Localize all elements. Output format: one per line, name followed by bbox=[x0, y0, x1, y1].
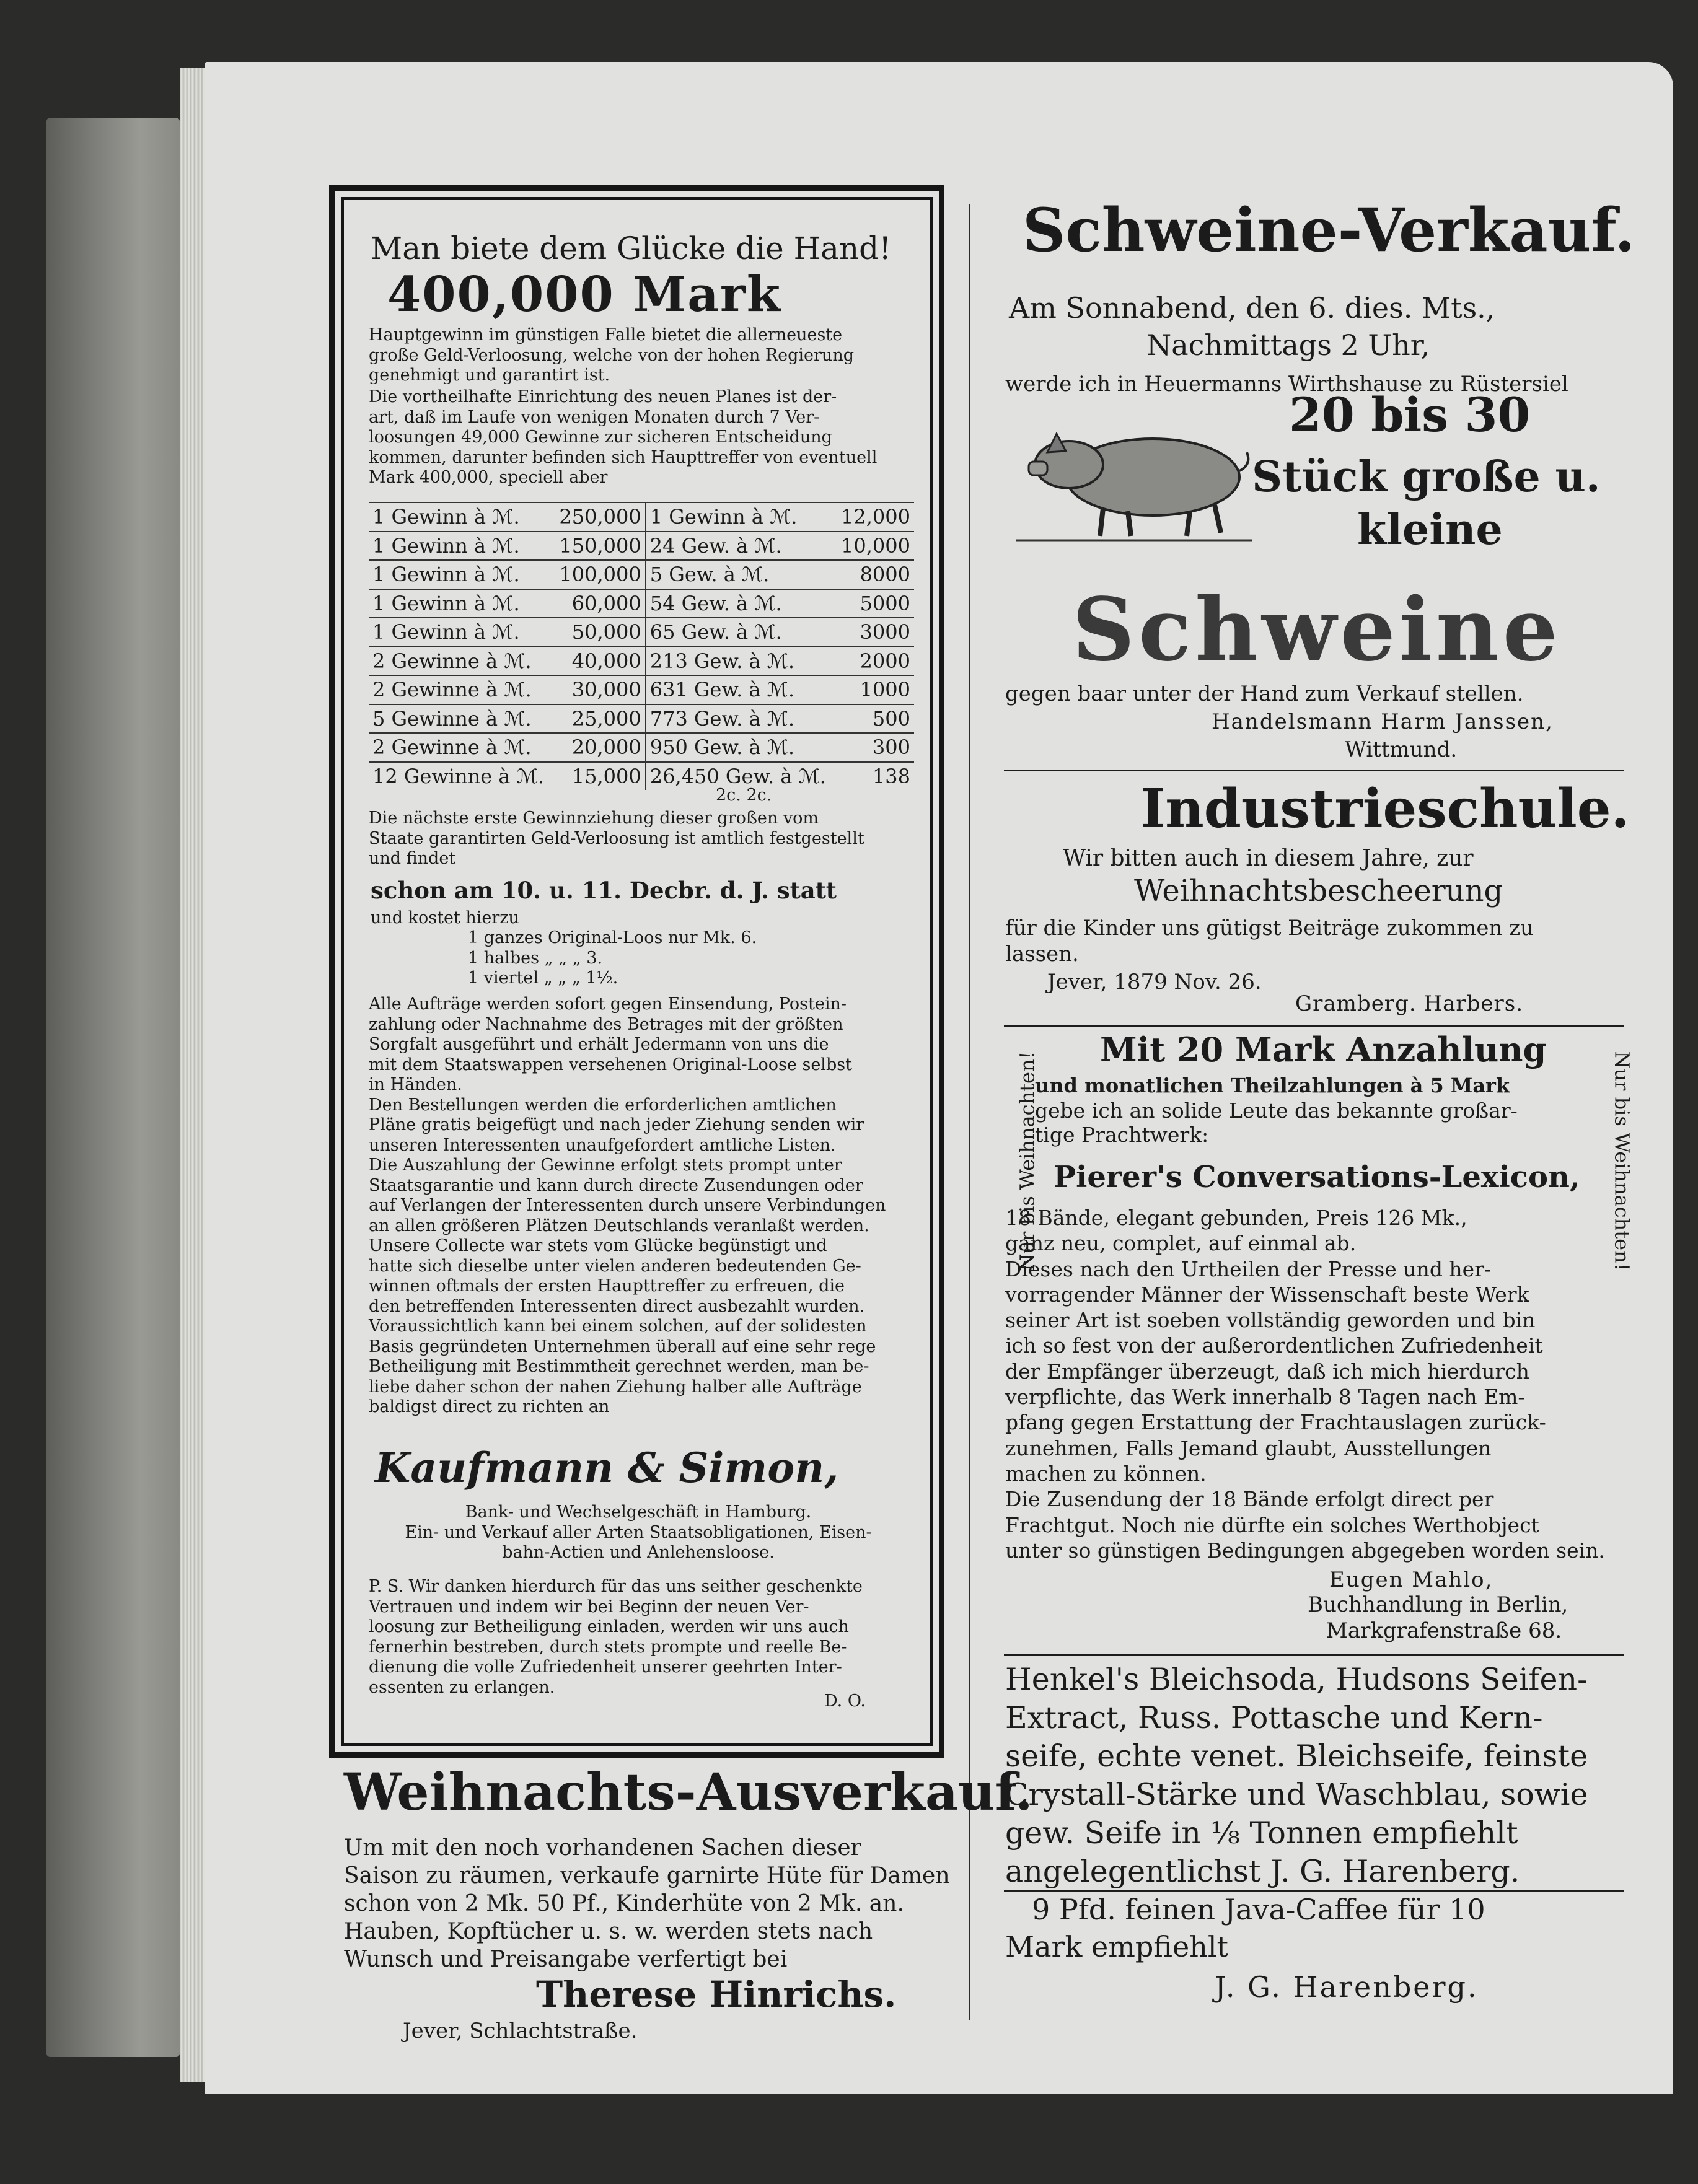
lexicon-sig3: Markgrafenstraße 68. bbox=[1326, 1618, 1562, 1643]
text-line: unseren Interessenten unaufgefordert amtliche Listen. bbox=[369, 1135, 836, 1155]
text-line: winnen oftmals der ersten Haupttreffer zu erfreuen, die bbox=[369, 1276, 845, 1296]
price-line: 1 viertel „ „ „ 1½. bbox=[468, 968, 618, 988]
prize-cell: 1000 bbox=[860, 678, 910, 702]
prize-row bbox=[369, 647, 914, 676]
text-line: Basis gegründeten Unternehmen überall auf eine sehr rege bbox=[369, 1336, 876, 1356]
industrieschule-line3: für die Kinder uns gütigst Beiträge zukommen zu bbox=[1005, 916, 1534, 941]
rule-pig-industrie bbox=[1004, 770, 1624, 771]
lottery-ad-headline: 400,000 Mark bbox=[387, 266, 781, 323]
industrieschule-title: Industrieschule. bbox=[1140, 778, 1630, 840]
text-line: zahlung oder Nachnahme des Betrages mit der größten bbox=[369, 1014, 843, 1034]
text-line: loosungen 49,000 Gewinne zur sicheren Entscheidung bbox=[369, 428, 832, 447]
lexicon-side-text-left: Nur bis Weihnachten! bbox=[1015, 1051, 1039, 1271]
text-line: auf Verlangen der Interessenten durch unsere Verbindungen bbox=[369, 1196, 886, 1215]
text-line: Bank- und Wechselgeschäft in Hamburg. bbox=[465, 1502, 812, 1522]
pig-sale-line2: Nachmittags 2 Uhr, bbox=[1146, 328, 1430, 362]
price-line: 1 ganzes Original-Loos nur Mk. 6. bbox=[468, 928, 757, 947]
industrieschule-date: Jever, 1879 Nov. 26. bbox=[1047, 970, 1262, 994]
lottery-price-list bbox=[468, 928, 840, 989]
prize-cell: 60,000 bbox=[553, 589, 645, 618]
text-line: unter so günstigen Bedingungen abgegeben worden sein. bbox=[1005, 1538, 1605, 1563]
xmas-sale-name: Therese Hinrichs. bbox=[536, 1973, 897, 2015]
prize-cell: 631 Gew. à ℳ. bbox=[649, 678, 795, 702]
pig-sale-title: Schweine-Verkauf. bbox=[1023, 195, 1635, 265]
prize-row bbox=[369, 589, 914, 618]
pig-sale-line3: werde ich in Heuermanns Wirthshause zu Rüstersiel bbox=[1005, 372, 1568, 397]
industrieschule-line4: lassen. bbox=[1005, 942, 1079, 967]
text-line: ich so fest von der außerordentlichen Zufriedenheit bbox=[1005, 1333, 1543, 1358]
text-line: Den Bestellungen werden die erforderlichen amtlichen bbox=[369, 1095, 837, 1115]
lexicon-title: Mit 20 Mark Anzahlung bbox=[1100, 1030, 1547, 1069]
text-line: fernerhin bestreben, durch stets prompte und reelle Be- bbox=[369, 1637, 847, 1657]
price-line: 1 halbes „ „ „ 3. bbox=[468, 948, 603, 968]
prize-row bbox=[369, 762, 914, 791]
text-line: Um mit den noch vorhandenen Sachen dieser bbox=[344, 1835, 861, 1861]
prize-cell: 2 Gewinne à ℳ. bbox=[372, 678, 532, 702]
prize-cell: 20,000 bbox=[553, 733, 645, 762]
prize-table bbox=[369, 502, 914, 790]
lexicon-side-text-right: Nur bis Weihnachten! bbox=[1610, 1051, 1634, 1271]
java-sig: J. G. Harenberg. bbox=[1215, 1970, 1479, 2004]
text-line: Pläne gratis beigefügt und nach jeder Ziehung senden wir bbox=[369, 1115, 864, 1134]
text-line: kommen, darunter befinden sich Haupttreffer von eventuell bbox=[369, 447, 878, 467]
prize-cell: 12 Gewinne à ℳ. bbox=[372, 764, 544, 788]
prize-row bbox=[369, 675, 914, 704]
lexicon-line3: tige Prachtwerk: bbox=[1035, 1123, 1209, 1147]
text-line: liebe daher schon der nahen Ziehung halber alle Aufträge bbox=[369, 1377, 862, 1397]
prize-cell: 50,000 bbox=[553, 618, 645, 647]
text-line: loosung zur Betheiligung einladen, werden wir uns auch bbox=[369, 1617, 849, 1636]
rule-lexicon-henkel bbox=[1004, 1654, 1624, 1656]
prize-cell: 3000 bbox=[860, 620, 910, 644]
prize-cell: 5 Gewinne à ℳ. bbox=[372, 706, 532, 730]
prize-table-etc: 2c. 2c. bbox=[716, 786, 772, 805]
prize-cell: 5 Gew. à ℳ. bbox=[649, 563, 770, 587]
text-line: Wunsch und Preisangabe verfertigt bei bbox=[344, 1947, 788, 1972]
text-line: Sorgfalt ausgeführt und erhält Jedermann von uns die bbox=[369, 1035, 829, 1054]
prize-cell: 100,000 bbox=[553, 560, 645, 589]
industrieschule-line2: Weihnachtsbescheerung bbox=[1134, 874, 1503, 908]
lexicon-text bbox=[1005, 1205, 1628, 1563]
pig-sale-big2: Stück große u. bbox=[1252, 452, 1601, 502]
prize-cell: 24 Gew. à ℳ. bbox=[649, 533, 782, 558]
prize-cell: 2 Gewinne à ℳ. bbox=[372, 735, 532, 760]
industrieschule-line1: Wir bitten auch in diesem Jahre, zur bbox=[1063, 846, 1474, 871]
text-line: Die vortheilhafte Einrichtung des neuen Planes ist der- bbox=[369, 387, 837, 406]
prize-cell: 213 Gew. à ℳ. bbox=[649, 649, 795, 673]
text-line: P. S. Wir danken hierdurch für das uns seither geschenkte bbox=[369, 1577, 863, 1596]
java-line1: 9 Pfd. feinen Java-Caffee für 10 bbox=[1032, 1893, 1485, 1926]
text-line: angelegentlichst J. G. Harenberg. bbox=[1005, 1854, 1520, 1889]
text-line: Dieses nach den Urtheilen der Presse und her- bbox=[1005, 1256, 1492, 1281]
prize-cell: 5000 bbox=[860, 591, 910, 615]
text-line: baldigst direct zu richten an bbox=[369, 1397, 610, 1416]
pig-sale-line4: gegen baar unter der Hand zum Verkauf stellen. bbox=[1005, 682, 1524, 706]
text-line: gew. Seife in ⅛ Tonnen empfiehlt bbox=[1005, 1815, 1518, 1851]
text-line: Ein- und Verkauf aller Arten Staatsobligationen, Eisen- bbox=[405, 1522, 872, 1542]
prize-cell: 2000 bbox=[860, 649, 910, 673]
text-line: zunehmen, Falls Jemand glaubt, Ausstellungen bbox=[1005, 1436, 1492, 1460]
lottery-ad-title: Man biete dem Glücke die Hand! bbox=[371, 230, 892, 266]
text-line: Extract, Russ. Pottasche und Kern- bbox=[1005, 1700, 1543, 1735]
prize-row bbox=[369, 532, 914, 561]
lottery-firm-details bbox=[369, 1502, 908, 1563]
text-line: in Händen. bbox=[369, 1075, 462, 1094]
text-line: Die Auszahlung der Gewinne erfolgt stets prompt unter bbox=[369, 1156, 842, 1175]
book-cover-edge bbox=[46, 118, 180, 2057]
prize-row bbox=[369, 618, 914, 647]
henkel-ad-text bbox=[1005, 1660, 1628, 1891]
prize-cell: 15,000 bbox=[553, 762, 645, 791]
lottery-costs: und kostet hierzu bbox=[371, 908, 519, 928]
prize-cell: 773 Gew. à ℳ. bbox=[649, 706, 795, 730]
pig-sale-line1: Am Sonnabend, den 6. dies. Mts., bbox=[1009, 291, 1495, 325]
text-line: Staate garantirten Geld-Verloosung ist amtlich festgestellt bbox=[369, 828, 864, 848]
text-line: seife, echte venet. Bleichseife, feinste bbox=[1005, 1739, 1588, 1774]
rule-industrie-lexicon bbox=[1004, 1025, 1624, 1027]
text-line: schon von 2 Mk. 50 Pf., Kinderhüte von 2 Mk. an. bbox=[344, 1891, 904, 1916]
text-line: hatte sich dieselbe unter vielen anderen bedeutenden Ge- bbox=[369, 1256, 861, 1276]
prize-cell: 1 Gewinn à ℳ. bbox=[372, 620, 520, 644]
text-line: den betreffenden Interessenten direct ausbezahlt wurden. bbox=[369, 1296, 865, 1316]
prize-cell: 1 Gewinn à ℳ. bbox=[649, 505, 798, 529]
lottery-draw-text bbox=[369, 809, 908, 869]
text-line: Staatsgarantie und kann durch directe Zusendungen oder bbox=[369, 1175, 863, 1195]
pig-illustration bbox=[1010, 403, 1258, 545]
lottery-plan bbox=[369, 387, 908, 488]
text-line: Die nächste erste Gewinnziehung dieser großen vom bbox=[369, 809, 819, 828]
text-line: Saison zu räumen, verkaufe garnirte Hüte für Damen bbox=[344, 1863, 950, 1888]
prize-cell: 40,000 bbox=[553, 647, 645, 676]
text-line: Henkel's Bleichsoda, Hudsons Seifen- bbox=[1005, 1662, 1588, 1697]
prize-cell: 1 Gewinn à ℳ. bbox=[372, 563, 520, 587]
prize-cell: 138 bbox=[872, 764, 910, 788]
text-line: pfang gegen Erstattung der Frachtauslagen zurück- bbox=[1005, 1410, 1546, 1435]
prize-cell: 150,000 bbox=[553, 532, 645, 561]
prize-cell: 300 bbox=[872, 735, 910, 760]
lexicon-line1: und monatlichen Theilzahlungen à 5 Mark bbox=[1035, 1074, 1510, 1097]
industrieschule-sig: Gramberg. Harbers. bbox=[1295, 991, 1524, 1016]
text-line: der Empfänger überzeugt, daß ich mich hierdurch bbox=[1005, 1359, 1529, 1384]
prize-row bbox=[369, 704, 914, 734]
text-line: Voraussichtlich kann bei einem solchen, auf der solidesten bbox=[369, 1317, 867, 1336]
text-line: Alle Aufträge werden sofort gegen Einsendung, Postein- bbox=[369, 994, 847, 1014]
pig-sale-sig1: Handelsmann Harm Janssen, bbox=[1212, 709, 1554, 734]
prize-cell: 2 Gewinne à ℳ. bbox=[372, 649, 532, 673]
text-line: Crystall-Stärke und Waschblau, sowie bbox=[1005, 1777, 1588, 1812]
prize-cell: 65 Gew. à ℳ. bbox=[649, 620, 782, 644]
prize-cell: 500 bbox=[872, 706, 910, 730]
prize-cell: 250,000 bbox=[553, 502, 645, 532]
text-line: ganz neu, complet, auf einmal ab. bbox=[1005, 1231, 1357, 1256]
prize-cell: 950 Gew. à ℳ. bbox=[649, 735, 795, 760]
pig-sale-big3: kleine bbox=[1357, 505, 1503, 555]
prize-row bbox=[369, 560, 914, 589]
text-line: 18 Bände, elegant gebunden, Preis 126 Mk., bbox=[1005, 1206, 1467, 1230]
lottery-draw-date: schon am 10. u. 11. Decbr. d. J. statt bbox=[371, 877, 837, 904]
text-line: Hauben, Kopftücher u. s. w. werden stets nach bbox=[344, 1919, 873, 1944]
pig-sale-big4: Schweine bbox=[1072, 579, 1562, 681]
text-line: vorragender Männer der Wissenschaft beste Werk bbox=[1005, 1282, 1529, 1307]
text-line: Mark 400,000, speciell aber bbox=[369, 468, 608, 487]
text-line: Vertrauen und indem wir bei Beginn der neuen Ver- bbox=[369, 1597, 809, 1616]
prize-cell: 25,000 bbox=[553, 704, 645, 734]
lottery-signoff: D. O. bbox=[824, 1691, 866, 1711]
text-line: dienung die volle Zufriedenheit unserer geehrten Inter- bbox=[369, 1657, 842, 1677]
text-line: machen zu können. bbox=[1005, 1461, 1207, 1486]
text-line: essenten zu erlangen. bbox=[369, 1677, 555, 1697]
lottery-intro bbox=[369, 325, 908, 386]
column-divider bbox=[969, 204, 970, 2020]
text-line: und findet bbox=[369, 849, 456, 868]
rule-henkel-java bbox=[1004, 1890, 1624, 1892]
xmas-sale-address: Jever, Schlachtstraße. bbox=[403, 2019, 638, 2043]
text-line: Hauptgewinn im günstigen Falle bietet die allerneueste bbox=[369, 325, 843, 344]
lexicon-work: Pierer's Conversations-Lexicon, bbox=[1054, 1160, 1580, 1195]
lexicon-line2: gebe ich an solide Leute das bekannte großar- bbox=[1035, 1099, 1518, 1123]
text-line: mit dem Staatswappen versehenen Original-Loose selbst bbox=[369, 1055, 852, 1074]
prize-cell: 54 Gew. à ℳ. bbox=[649, 591, 782, 615]
text-line: verpflichte, das Werk innerhalb 8 Tagen nach Em- bbox=[1005, 1385, 1525, 1410]
prize-cell: 1 Gewinn à ℳ. bbox=[372, 505, 520, 529]
java-line2: Mark empfiehlt bbox=[1005, 1930, 1229, 1963]
lexicon-sig2: Buchhandlung in Berlin, bbox=[1308, 1592, 1568, 1617]
prize-cell: 10,000 bbox=[841, 533, 910, 558]
prize-cell: 1 Gewinn à ℳ. bbox=[372, 591, 520, 615]
prize-cell: 1 Gewinn à ℳ. bbox=[372, 533, 520, 558]
text-line: Frachtgut. Noch nie dürfte ein solches Werthobject bbox=[1005, 1512, 1539, 1537]
prize-row bbox=[369, 733, 914, 762]
lottery-firm-name: Kaufmann & Simon, bbox=[375, 1444, 839, 1492]
pig-sale-sig2: Wittmund. bbox=[1345, 737, 1458, 762]
prize-row bbox=[369, 502, 914, 532]
text-line: genehmigt und garantirt ist. bbox=[369, 366, 610, 385]
pig-sale-big1: 20 bis 30 bbox=[1289, 387, 1531, 442]
text-line: bahn-Actien und Anlehensloose. bbox=[502, 1543, 775, 1562]
text-line: große Geld-Verloosung, welche von der hohen Regierung bbox=[369, 345, 854, 365]
text-line: Betheiligung mit Bestimmtheit gerechnet werden, man be- bbox=[369, 1357, 869, 1376]
lottery-terms bbox=[369, 994, 908, 1418]
prize-cell: 30,000 bbox=[553, 675, 645, 704]
xmas-sale-title: Weihnachts-Ausverkauf. bbox=[344, 1763, 1033, 1822]
prize-cell: 12,000 bbox=[841, 505, 910, 529]
text-line: Die Zusendung der 18 Bände erfolgt direct per bbox=[1005, 1487, 1494, 1512]
lottery-postscript bbox=[369, 1577, 908, 1698]
prize-cell: 8000 bbox=[860, 563, 910, 587]
text-line: art, daß im Laufe von wenigen Monaten durch 7 Ver- bbox=[369, 407, 820, 427]
text-line: seiner Art ist soeben vollständig geworden und bin bbox=[1005, 1308, 1536, 1333]
text-line: Unsere Collecte war stets vom Glücke begünstigt und bbox=[369, 1236, 827, 1255]
xmas-sale-text bbox=[344, 1834, 950, 1973]
text-line: an allen größeren Plätzen Deutschlands veranlaßt werden. bbox=[369, 1216, 869, 1235]
lexicon-sig1: Eugen Mahlo, bbox=[1329, 1568, 1493, 1592]
prize-cell: 26,450 Gew. à ℳ. bbox=[649, 764, 826, 788]
